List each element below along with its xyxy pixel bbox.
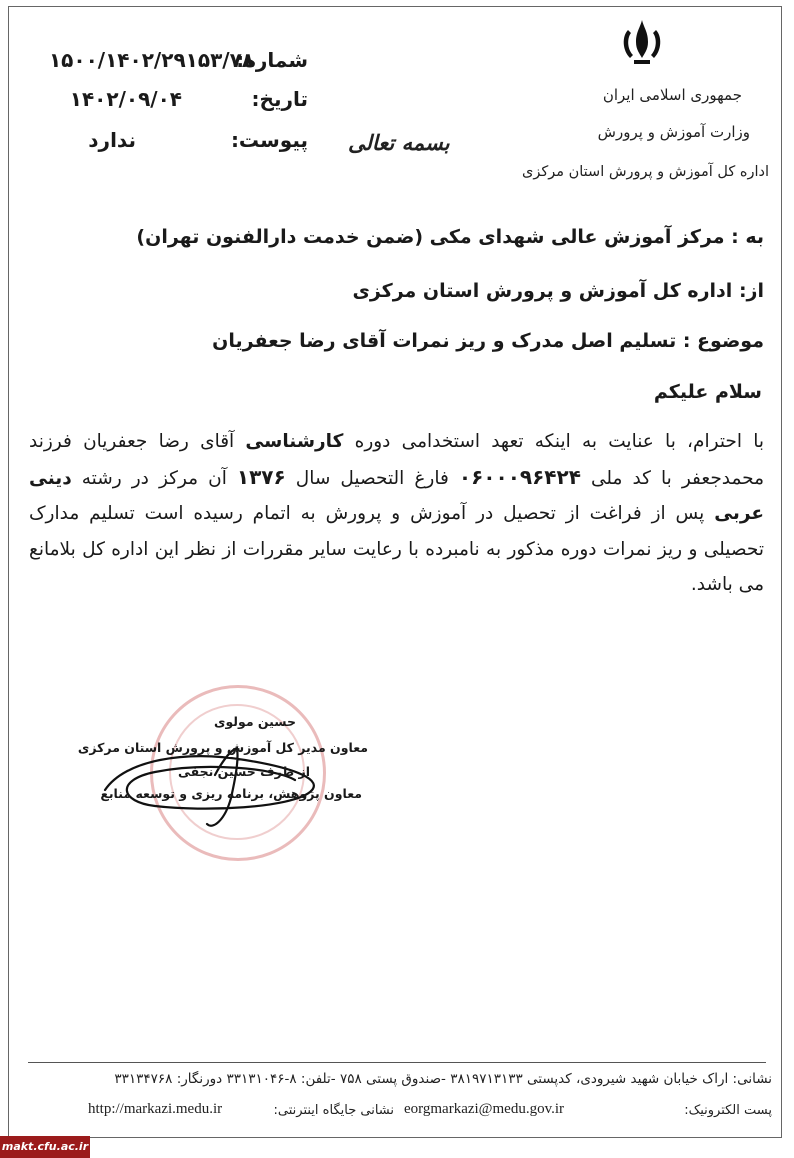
body-part-4: آن مرکز در رشته — [81, 467, 227, 489]
invocation: بسمه تعالی — [348, 130, 450, 155]
graduation-year: ۱۳۷۶ — [236, 464, 286, 489]
attachment-value: ندارد — [88, 128, 136, 152]
degree-level: کارشناسی — [245, 431, 344, 452]
to-line: به : مرکز آموزش عالی شهدای مکی (ضمن خدمت دارالفنون تهران) — [136, 226, 764, 248]
number-value: ۱۵۰۰/۱۴۰۲/۲۹۱۵۳/۷۸ — [48, 48, 254, 72]
org-line-3: اداره کل آموزش و پرورش استان مرکزی — [521, 164, 769, 180]
iran-emblem-icon — [614, 14, 670, 70]
deputy-title: معاون پژوهش، برنامه ریزی و توسعه منابع — [100, 786, 362, 801]
signer-name: حسین مولوی — [214, 714, 296, 729]
org-line-1: جمهوری اسلامی ایران — [602, 86, 742, 104]
field-of-study: دینی عربی — [29, 467, 764, 524]
email-label: پست الکترونیک: — [684, 1103, 772, 1118]
website-link[interactable]: http://markazi.medu.ir — [88, 1101, 223, 1117]
on-behalf: از طرف حسین نجفی — [177, 764, 310, 779]
national-id: ۰۶۰۰۰۹۶۴۲۴ — [458, 464, 581, 489]
attachment-label: پیوست: — [230, 128, 308, 152]
date-value: ۱۴۰۲/۰۹/۰۴ — [69, 87, 182, 111]
date-label: تاریخ: — [251, 87, 308, 111]
body-part-5: پس از فراغت از تحصیل در آموزش و پرورش به اتمام رسیده است تسلیم مدارک تحصیلی و ریز نمرات دوره مذکور به نامبرده با رعایت سایر مقررات از نظر این اداره کل بلامانع می باشد. — [29, 503, 764, 595]
letter-body — [29, 424, 764, 603]
website-label: نشانی جایگاه اینترنتی: — [273, 1103, 394, 1118]
body-part-1: با احترام، با عنایت به اینکه تعهد استخدامی دوره — [354, 431, 764, 452]
body-part-2: آقای رضا جعفریان فرزند محمدجعفر با کد ملی — [29, 431, 765, 489]
from-line: از: اداره کل آموزش و پرورش استان مرکزی — [352, 280, 764, 302]
org-line-2: وزارت آموزش و پرورش — [597, 123, 750, 141]
email-link[interactable]: eorgmarkazi@medu.gov.ir — [404, 1101, 565, 1117]
body-part-3: فارغ التحصیل سال — [295, 467, 449, 489]
greeting: سلام علیکم — [653, 381, 762, 403]
footer-rule — [28, 1062, 766, 1063]
number-label: شماره: — [236, 48, 308, 72]
signer-title: معاون مدیر کل آموزش و پرورش استان مرکزی — [77, 740, 368, 755]
subject-line: موضوع : تسلیم اصل مدرک و ریز نمرات آقای رضا جعفریان — [212, 330, 764, 352]
footer-address: نشانی: اراک خیابان شهید شیرودی، کدپستی ۳۸۱۹۷۱۳۱۳۳ -صندوق پستی ۷۵۸ -تلفن: ۸-۳۳۱۳۱۰۴۶ دورنگار: ۳۳۱۳۴۷۶۸ — [114, 1071, 772, 1087]
watermark-badge: makt.cfu.ac.ir — [0, 1136, 90, 1158]
